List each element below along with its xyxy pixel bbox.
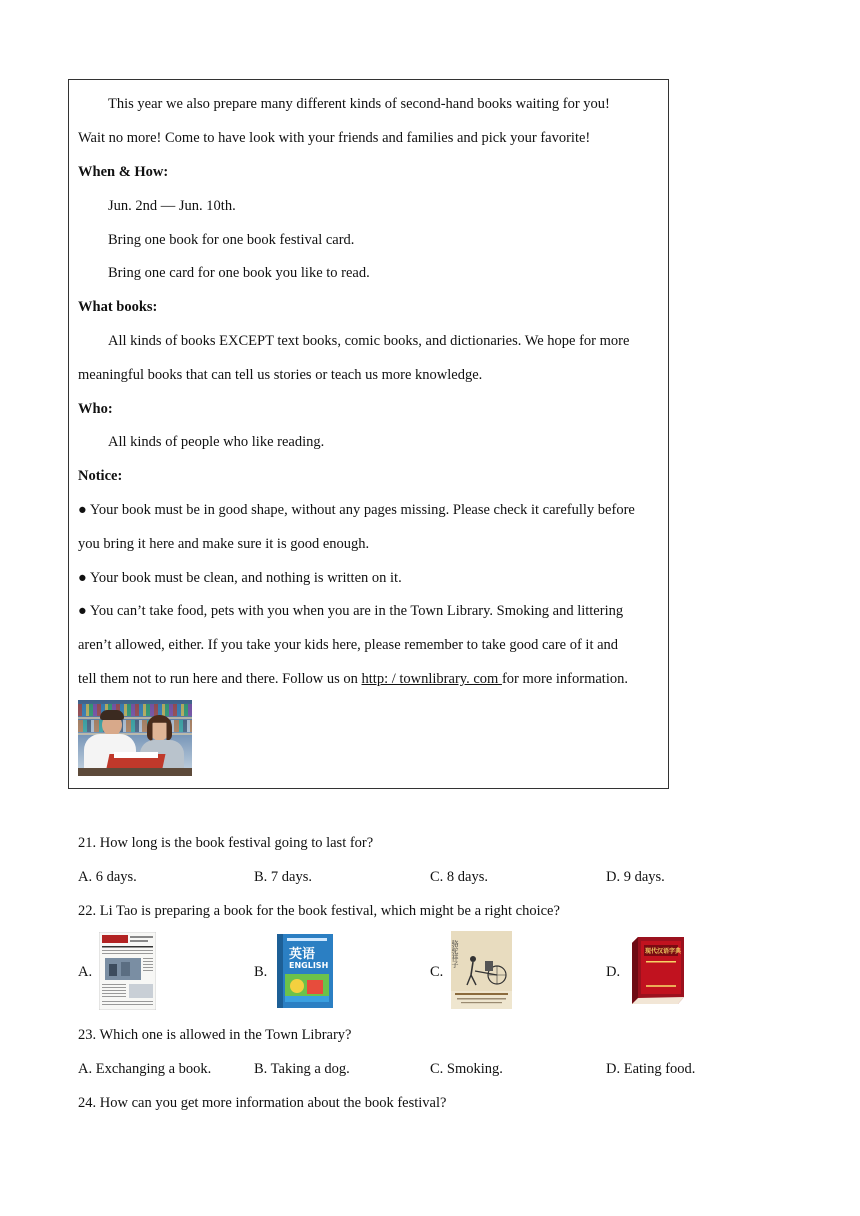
book-c-title: 骆驼祥子 bbox=[451, 940, 459, 968]
notice-heading: Notice: bbox=[78, 468, 123, 484]
newspaper-image bbox=[99, 932, 156, 1010]
question-24: 24. How can you get more information about the book festival? bbox=[78, 1095, 447, 1111]
who-line-1: All kinds of people who like reading. bbox=[108, 434, 325, 450]
q22-option-b[interactable]: B. bbox=[254, 964, 268, 980]
when-line-3: Bring one card for one book you like to read. bbox=[108, 265, 370, 281]
question-22: 22. Li Tao is preparing a book for the book festival, which might be a right choice? bbox=[78, 903, 560, 919]
what-heading: What books: bbox=[78, 299, 158, 315]
notice-bullet-3a: ● You can’t take food, pets with you when you are in the Town Library. Smoking and littering bbox=[78, 603, 624, 619]
q23-option-a[interactable]: A. Exchanging a book. bbox=[78, 1061, 212, 1077]
library-reading-photo bbox=[78, 700, 192, 776]
q21-option-c[interactable]: C. 8 days. bbox=[430, 869, 488, 885]
notice-bullet-1a: ● Your book must be in good shape, without any pages missing. Please check it carefully before bbox=[78, 502, 635, 518]
book-b-cn-title: 英语 bbox=[289, 947, 316, 962]
notice-bullet-3b: aren’t allowed, either. If you take your kids here, please remember to take good care of it and bbox=[78, 637, 619, 653]
notice-bullet-3c-post: for more information. bbox=[501, 671, 628, 687]
book-b-en-title: ENGLISH bbox=[289, 961, 329, 970]
q23-option-b[interactable]: B. Taking a dog. bbox=[254, 1061, 350, 1077]
q21-option-a[interactable]: A. 6 days. bbox=[78, 869, 137, 885]
notice-bullet-1b: you bring it here and make sure it is good enough. bbox=[78, 536, 370, 552]
library-link[interactable]: http: / townlibrary. com bbox=[361, 671, 502, 687]
when-heading: When & How: bbox=[78, 164, 169, 180]
book-d-title: 现代汉语字典 bbox=[645, 948, 682, 955]
q23-option-c[interactable]: C. Smoking. bbox=[430, 1061, 503, 1077]
dictionary-image bbox=[632, 937, 684, 1004]
question-23: 23. Which one is allowed in the Town Library? bbox=[78, 1027, 352, 1043]
q21-option-d[interactable]: D. 9 days. bbox=[606, 869, 665, 885]
q23-option-d[interactable]: D. Eating food. bbox=[606, 1061, 696, 1077]
q21-option-b[interactable]: B. 7 days. bbox=[254, 869, 312, 885]
notice-bullet-3c bbox=[78, 670, 628, 688]
what-line-1: All kinds of books EXCEPT text books, comic books, and dictionaries. We hope for more bbox=[108, 333, 630, 349]
q22-option-c[interactable]: C. bbox=[430, 964, 444, 980]
q22-option-a[interactable]: A. bbox=[78, 964, 93, 980]
camel-xiangzi-book-image bbox=[451, 931, 512, 1009]
what-line-2: meaningful books that can tell us stories or teach us more knowledge. bbox=[78, 367, 483, 383]
who-heading: Who: bbox=[78, 401, 113, 417]
english-textbook-image bbox=[277, 934, 333, 1008]
notice-bullet-2: ● Your book must be clean, and nothing is written on it. bbox=[78, 570, 402, 586]
notice-bullet-3c-pre: tell them not to run here and there. Follow us on bbox=[78, 671, 362, 687]
question-21: 21. How long is the book festival going to last for? bbox=[78, 835, 374, 851]
intro-line-2: Wait no more! Come to have look with your friends and families and pick your favorite! bbox=[78, 130, 591, 146]
q22-option-d[interactable]: D. bbox=[606, 964, 621, 980]
when-line-2: Bring one book for one book festival card. bbox=[108, 232, 355, 248]
when-line-1: Jun. 2nd — Jun. 10th. bbox=[108, 198, 236, 214]
intro-line-1: This year we also prepare many different kinds of second-hand books waiting for you! bbox=[108, 96, 610, 112]
